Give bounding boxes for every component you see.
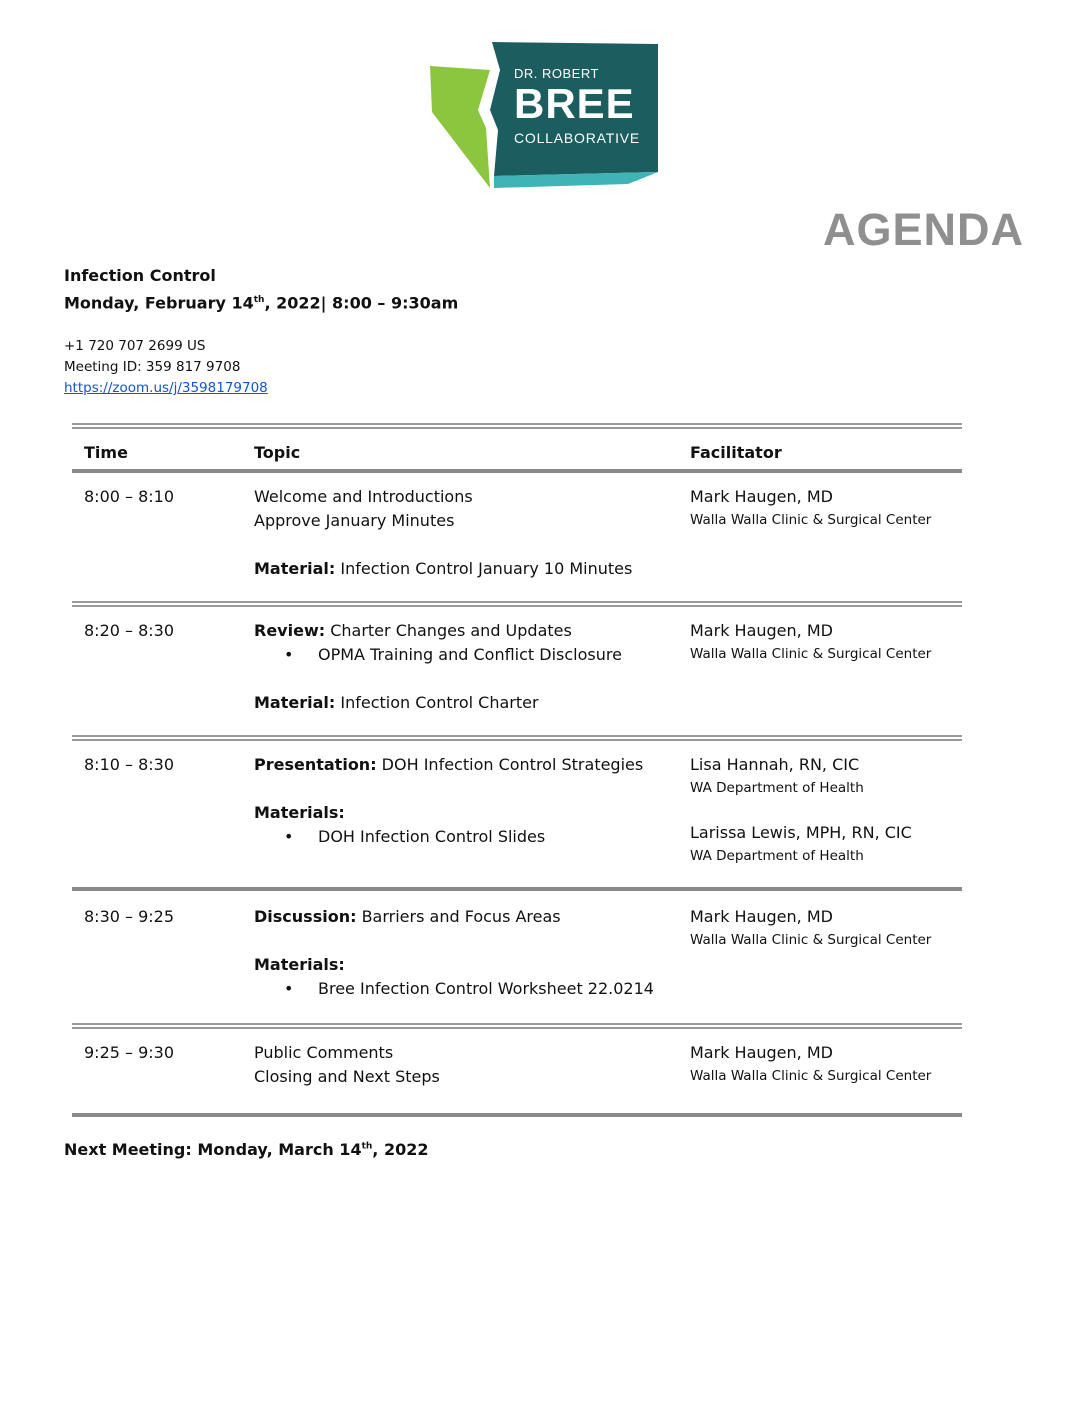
topic-label: Review:	[254, 621, 326, 640]
bree-logo	[428, 40, 662, 192]
logo-line3: COLLABORATIVE	[514, 130, 641, 146]
meeting-date	[64, 288, 458, 315]
table-row	[72, 741, 962, 887]
table-row	[72, 607, 962, 735]
header-facilitator: Facilitator	[690, 443, 782, 462]
facilitator-name: Mark Haugen, MD	[690, 1043, 833, 1062]
row-topic	[254, 753, 674, 777]
phone-number: +1 720 707 2699 US	[64, 338, 206, 354]
meeting-name: Infection Control	[64, 266, 216, 285]
topic-text: DOH Infection Control Strategies	[376, 755, 644, 774]
row-time: 8:10 – 8:30	[84, 755, 175, 774]
topic-label: Presentation:	[254, 755, 377, 774]
next-meeting-label: Next Meeting: Monday, March 14	[64, 1140, 362, 1159]
facilitator-org: Walla Walla Clinic & Surgical Center	[690, 646, 932, 662]
meeting-date-sup: th	[253, 295, 265, 305]
row-material	[254, 691, 674, 715]
material-label: Material:	[254, 693, 336, 712]
row-topic: Public Comments	[254, 1043, 394, 1062]
next-meeting-sup: th	[361, 1141, 373, 1152]
bullet-text: Bree Infection Control Worksheet 22.0214	[318, 979, 654, 998]
agenda-table	[72, 423, 962, 1117]
facilitator-org: WA Department of Health	[690, 780, 864, 796]
bullet-text: OPMA Training and Conflict Disclosure	[318, 645, 622, 664]
facilitator-name: Mark Haugen, MD	[690, 621, 833, 640]
zoom-link[interactable]: https://zoom.us/j/3598179708	[64, 380, 268, 396]
next-meeting-suffix: , 2022	[372, 1140, 429, 1159]
meeting-id: Meeting ID: 359 817 9708	[64, 359, 241, 375]
material-text: Infection Control January 10 Minutes	[335, 559, 633, 578]
materials-label: Materials:	[254, 803, 345, 822]
header-topic: Topic	[254, 443, 301, 462]
row-time: 8:30 – 9:25	[84, 907, 175, 926]
material-label: Material:	[254, 559, 336, 578]
row-topic: Approve January Minutes	[254, 511, 455, 530]
materials-label: Materials:	[254, 955, 345, 974]
header-time: Time	[84, 443, 128, 462]
bullet-item: • OPMA Training and Conflict Disclosure	[284, 645, 622, 664]
row-topic: Welcome and Introductions	[254, 487, 473, 506]
table-bottom-rule	[72, 1113, 962, 1117]
table-row	[72, 1029, 962, 1113]
row-time: 8:00 – 8:10	[84, 487, 175, 506]
row-time: 8:20 – 8:30	[84, 621, 175, 640]
logo-line1: DR. ROBERT	[514, 66, 599, 81]
facilitator-org: Walla Walla Clinic & Surgical Center	[690, 932, 932, 948]
agenda-title: AGENDA	[822, 204, 1024, 255]
meeting-date-prefix: Monday, February 14	[64, 293, 254, 313]
row-topic	[254, 619, 674, 643]
facilitator-name: Mark Haugen, MD	[690, 907, 833, 926]
logo-line2: BREE	[514, 80, 635, 127]
table-header	[72, 429, 962, 469]
facilitator-name: Mark Haugen, MD	[690, 487, 833, 506]
row-topic	[254, 905, 674, 929]
facilitator-name: Lisa Hannah, RN, CIC	[690, 755, 860, 774]
contact-info	[64, 336, 268, 399]
facilitator-org: WA Department of Health	[690, 848, 864, 864]
next-meeting	[64, 1140, 428, 1159]
facilitator-org: Walla Walla Clinic & Surgical Center	[690, 512, 932, 528]
bullet-item: • Bree Infection Control Worksheet 22.0214	[284, 979, 654, 998]
meeting-date-suffix: , 2022| 8:00 – 9:30am	[264, 293, 459, 313]
material-text: Infection Control Charter	[335, 693, 539, 712]
bullet-text: DOH Infection Control Slides	[318, 827, 546, 846]
bullet-item: • DOH Infection Control Slides	[284, 827, 546, 846]
topic-text: Barriers and Focus Areas	[356, 907, 561, 926]
topic-label: Discussion:	[254, 907, 357, 926]
facilitator-org: Walla Walla Clinic & Surgical Center	[690, 1068, 932, 1084]
row-material	[254, 557, 674, 581]
topic-text: Charter Changes and Updates	[325, 621, 572, 640]
row-time: 9:25 – 9:30	[84, 1043, 175, 1062]
table-row	[72, 891, 962, 1023]
meeting-header	[64, 264, 458, 315]
row-topic: Closing and Next Steps	[254, 1067, 440, 1086]
table-row	[72, 473, 962, 601]
facilitator-name: Larissa Lewis, MPH, RN, CIC	[690, 823, 912, 842]
